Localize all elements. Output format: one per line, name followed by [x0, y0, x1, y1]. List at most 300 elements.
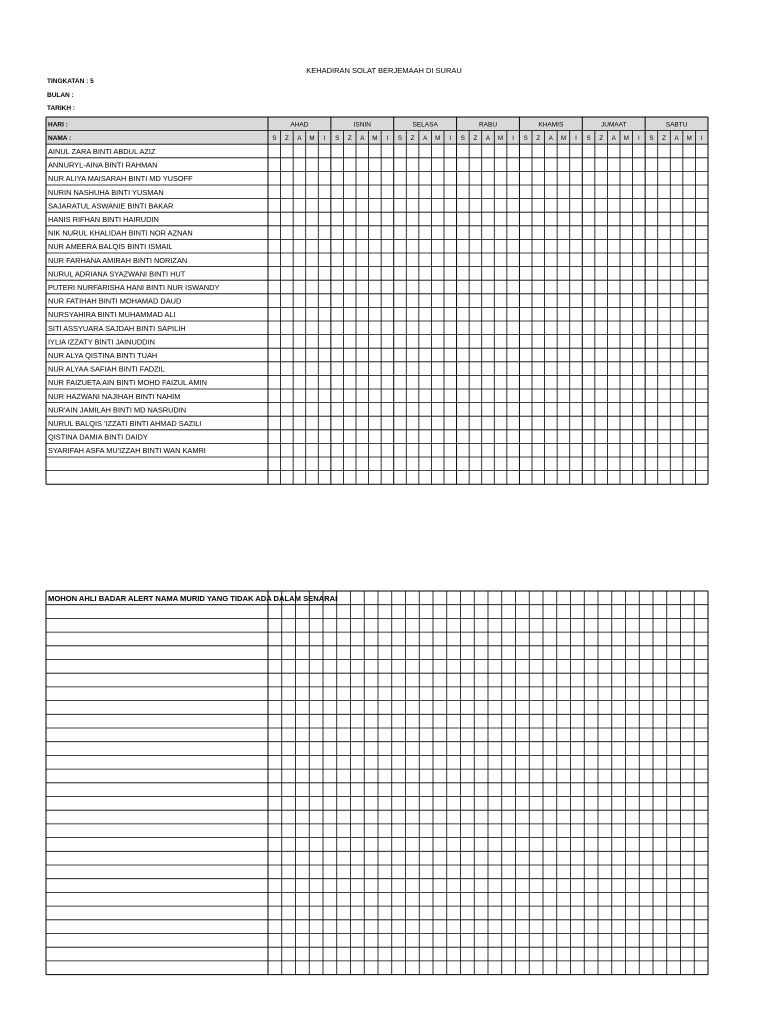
attendance-cell[interactable] — [482, 335, 494, 348]
attendance-cell[interactable] — [520, 199, 532, 212]
attendance-cell[interactable] — [281, 430, 293, 443]
extra-name-cell[interactable] — [47, 674, 268, 687]
attendance-cell[interactable] — [344, 471, 356, 484]
attendance-cell[interactable] — [269, 335, 281, 348]
attendance-cell[interactable] — [482, 199, 494, 212]
attendance-cell[interactable] — [344, 145, 356, 158]
attendance-cell[interactable] — [394, 349, 406, 362]
attendance-cell[interactable] — [495, 213, 507, 226]
attendance-cell[interactable] — [533, 430, 545, 443]
attendance-cell[interactable] — [658, 335, 670, 348]
attendance-cell[interactable] — [331, 458, 343, 471]
attendance-cell[interactable] — [306, 376, 318, 389]
attendance-cell[interactable] — [432, 158, 444, 171]
attendance-cell[interactable] — [633, 145, 645, 158]
attendance-cell[interactable] — [382, 390, 394, 403]
attendance-cell[interactable] — [570, 335, 582, 348]
attendance-cell[interactable] — [369, 403, 381, 416]
attendance-cell[interactable] — [344, 294, 356, 307]
attendance-cell[interactable] — [419, 417, 431, 430]
attendance-cell[interactable] — [319, 240, 331, 253]
attendance-cell[interactable] — [470, 254, 482, 267]
attendance-cell[interactable] — [482, 240, 494, 253]
attendance-cell[interactable] — [482, 390, 494, 403]
attendance-cell[interactable] — [671, 267, 683, 280]
attendance-cell[interactable] — [621, 267, 633, 280]
attendance-cell[interactable] — [457, 281, 469, 294]
attendance-cell[interactable] — [646, 444, 658, 457]
attendance-cell[interactable] — [658, 240, 670, 253]
attendance-cell[interactable] — [545, 444, 557, 457]
attendance-cell[interactable] — [608, 390, 620, 403]
attendance-cell[interactable] — [269, 376, 281, 389]
attendance-cell[interactable] — [558, 417, 570, 430]
attendance-cell[interactable] — [470, 362, 482, 375]
extra-name-cell[interactable] — [47, 934, 268, 947]
attendance-cell[interactable] — [344, 240, 356, 253]
attendance-cell[interactable] — [394, 403, 406, 416]
attendance-cell[interactable] — [558, 294, 570, 307]
attendance-cell[interactable] — [357, 213, 369, 226]
attendance-cell[interactable] — [583, 417, 595, 430]
attendance-cell[interactable] — [570, 240, 582, 253]
extra-name-cell[interactable] — [47, 893, 268, 906]
attendance-cell[interactable] — [281, 390, 293, 403]
attendance-cell[interactable] — [595, 199, 607, 212]
attendance-cell[interactable] — [507, 240, 519, 253]
attendance-cell[interactable] — [369, 322, 381, 335]
attendance-cell[interactable] — [319, 471, 331, 484]
attendance-cell[interactable] — [319, 254, 331, 267]
attendance-cell[interactable] — [281, 308, 293, 321]
attendance-cell[interactable] — [633, 308, 645, 321]
attendance-cell[interactable] — [646, 294, 658, 307]
attendance-cell[interactable] — [445, 322, 457, 335]
attendance-cell[interactable] — [470, 390, 482, 403]
attendance-cell[interactable] — [633, 172, 645, 185]
attendance-cell[interactable] — [545, 349, 557, 362]
attendance-cell[interactable] — [570, 172, 582, 185]
attendance-cell[interactable] — [369, 158, 381, 171]
attendance-cell[interactable] — [545, 376, 557, 389]
attendance-cell[interactable] — [520, 254, 532, 267]
attendance-cell[interactable] — [294, 213, 306, 226]
attendance-cell[interactable] — [683, 417, 695, 430]
attendance-cell[interactable] — [658, 444, 670, 457]
attendance-cell[interactable] — [683, 240, 695, 253]
attendance-cell[interactable] — [432, 267, 444, 280]
attendance-cell[interactable] — [507, 254, 519, 267]
attendance-cell[interactable] — [608, 145, 620, 158]
attendance-cell[interactable] — [419, 322, 431, 335]
attendance-cell[interactable] — [382, 471, 394, 484]
attendance-cell[interactable] — [331, 267, 343, 280]
attendance-cell[interactable] — [457, 172, 469, 185]
attendance-cell[interactable] — [357, 308, 369, 321]
attendance-cell[interactable] — [457, 362, 469, 375]
attendance-cell[interactable] — [482, 308, 494, 321]
attendance-cell[interactable] — [382, 172, 394, 185]
attendance-cell[interactable] — [646, 403, 658, 416]
attendance-cell[interactable] — [331, 322, 343, 335]
attendance-cell[interactable] — [608, 213, 620, 226]
attendance-cell[interactable] — [470, 267, 482, 280]
attendance-cell[interactable] — [357, 145, 369, 158]
attendance-cell[interactable] — [482, 458, 494, 471]
attendance-cell[interactable] — [608, 281, 620, 294]
attendance-cell[interactable] — [646, 267, 658, 280]
attendance-cell[interactable] — [570, 158, 582, 171]
extra-name-cell[interactable] — [47, 838, 268, 851]
extra-name-cell[interactable] — [47, 770, 268, 783]
attendance-cell[interactable] — [382, 403, 394, 416]
attendance-cell[interactable] — [583, 390, 595, 403]
attendance-cell[interactable] — [470, 458, 482, 471]
attendance-cell[interactable] — [394, 390, 406, 403]
attendance-cell[interactable] — [344, 349, 356, 362]
attendance-cell[interactable] — [445, 458, 457, 471]
attendance-cell[interactable] — [269, 240, 281, 253]
attendance-cell[interactable] — [407, 186, 419, 199]
attendance-cell[interactable] — [608, 471, 620, 484]
attendance-cell[interactable] — [658, 199, 670, 212]
attendance-cell[interactable] — [621, 226, 633, 239]
attendance-cell[interactable] — [331, 294, 343, 307]
attendance-cell[interactable] — [696, 226, 708, 239]
attendance-cell[interactable] — [382, 267, 394, 280]
attendance-cell[interactable] — [394, 226, 406, 239]
attendance-cell[interactable] — [306, 213, 318, 226]
attendance-cell[interactable] — [319, 226, 331, 239]
attendance-cell[interactable] — [357, 158, 369, 171]
attendance-cell[interactable] — [369, 186, 381, 199]
attendance-cell[interactable] — [432, 322, 444, 335]
attendance-cell[interactable] — [331, 281, 343, 294]
attendance-cell[interactable] — [495, 158, 507, 171]
attendance-cell[interactable] — [595, 417, 607, 430]
attendance-cell[interactable] — [369, 458, 381, 471]
attendance-cell[interactable] — [570, 267, 582, 280]
attendance-cell[interactable] — [306, 281, 318, 294]
attendance-cell[interactable] — [331, 403, 343, 416]
attendance-cell[interactable] — [570, 458, 582, 471]
extra-name-cell[interactable] — [47, 633, 268, 646]
attendance-cell[interactable] — [683, 349, 695, 362]
attendance-cell[interactable] — [394, 213, 406, 226]
attendance-cell[interactable] — [281, 213, 293, 226]
attendance-cell[interactable] — [683, 199, 695, 212]
attendance-cell[interactable] — [633, 417, 645, 430]
attendance-cell[interactable] — [658, 471, 670, 484]
attendance-cell[interactable] — [633, 294, 645, 307]
attendance-cell[interactable] — [545, 158, 557, 171]
attendance-cell[interactable] — [470, 430, 482, 443]
extra-name-cell[interactable] — [47, 687, 268, 700]
attendance-cell[interactable] — [357, 172, 369, 185]
attendance-cell[interactable] — [294, 403, 306, 416]
attendance-cell[interactable] — [545, 430, 557, 443]
attendance-cell[interactable] — [545, 335, 557, 348]
attendance-cell[interactable] — [445, 281, 457, 294]
attendance-cell[interactable] — [470, 240, 482, 253]
attendance-cell[interactable] — [583, 471, 595, 484]
attendance-cell[interactable] — [595, 376, 607, 389]
attendance-cell[interactable] — [407, 376, 419, 389]
attendance-cell[interactable] — [369, 294, 381, 307]
attendance-cell[interactable] — [608, 403, 620, 416]
attendance-cell[interactable] — [583, 322, 595, 335]
attendance-cell[interactable] — [646, 308, 658, 321]
attendance-cell[interactable] — [621, 240, 633, 253]
attendance-cell[interactable] — [357, 186, 369, 199]
attendance-cell[interactable] — [319, 349, 331, 362]
attendance-cell[interactable] — [507, 417, 519, 430]
attendance-cell[interactable] — [394, 376, 406, 389]
attendance-cell[interactable] — [269, 362, 281, 375]
attendance-cell[interactable] — [344, 172, 356, 185]
extra-name-cell[interactable] — [47, 701, 268, 714]
attendance-cell[interactable] — [432, 458, 444, 471]
attendance-cell[interactable] — [570, 308, 582, 321]
attendance-cell[interactable] — [595, 172, 607, 185]
attendance-cell[interactable] — [445, 226, 457, 239]
attendance-cell[interactable] — [281, 172, 293, 185]
attendance-cell[interactable] — [558, 281, 570, 294]
attendance-cell[interactable] — [331, 390, 343, 403]
attendance-cell[interactable] — [658, 349, 670, 362]
extra-name-cell[interactable] — [47, 797, 268, 810]
attendance-cell[interactable] — [583, 172, 595, 185]
attendance-cell[interactable] — [583, 240, 595, 253]
attendance-cell[interactable] — [595, 403, 607, 416]
attendance-cell[interactable] — [445, 267, 457, 280]
attendance-cell[interactable] — [608, 172, 620, 185]
attendance-cell[interactable] — [445, 376, 457, 389]
attendance-cell[interactable] — [558, 444, 570, 457]
attendance-cell[interactable] — [570, 403, 582, 416]
attendance-cell[interactable] — [419, 335, 431, 348]
attendance-cell[interactable] — [331, 172, 343, 185]
attendance-cell[interactable] — [432, 471, 444, 484]
attendance-cell[interactable] — [457, 403, 469, 416]
attendance-cell[interactable] — [394, 254, 406, 267]
attendance-cell[interactable] — [281, 417, 293, 430]
attendance-cell[interactable] — [482, 145, 494, 158]
attendance-cell[interactable] — [608, 240, 620, 253]
attendance-cell[interactable] — [633, 267, 645, 280]
attendance-cell[interactable] — [457, 254, 469, 267]
attendance-cell[interactable] — [394, 294, 406, 307]
attendance-cell[interactable] — [482, 158, 494, 171]
attendance-cell[interactable] — [319, 145, 331, 158]
attendance-cell[interactable] — [520, 226, 532, 239]
attendance-cell[interactable] — [407, 281, 419, 294]
attendance-cell[interactable] — [294, 240, 306, 253]
attendance-cell[interactable] — [445, 417, 457, 430]
attendance-cell[interactable] — [495, 458, 507, 471]
attendance-cell[interactable] — [533, 254, 545, 267]
attendance-cell[interactable] — [482, 213, 494, 226]
attendance-cell[interactable] — [382, 226, 394, 239]
attendance-cell[interactable] — [520, 417, 532, 430]
attendance-cell[interactable] — [658, 322, 670, 335]
attendance-cell[interactable] — [595, 308, 607, 321]
attendance-cell[interactable] — [696, 376, 708, 389]
attendance-cell[interactable] — [281, 294, 293, 307]
attendance-cell[interactable] — [608, 430, 620, 443]
attendance-cell[interactable] — [558, 349, 570, 362]
attendance-cell[interactable] — [294, 349, 306, 362]
attendance-cell[interactable] — [369, 145, 381, 158]
attendance-cell[interactable] — [621, 199, 633, 212]
attendance-cell[interactable] — [419, 240, 431, 253]
attendance-cell[interactable] — [269, 349, 281, 362]
attendance-cell[interactable] — [545, 322, 557, 335]
attendance-cell[interactable] — [369, 226, 381, 239]
attendance-cell[interactable] — [545, 213, 557, 226]
attendance-cell[interactable] — [583, 226, 595, 239]
attendance-cell[interactable] — [671, 444, 683, 457]
attendance-cell[interactable] — [558, 471, 570, 484]
attendance-cell[interactable] — [432, 390, 444, 403]
extra-name-cell[interactable] — [47, 605, 268, 618]
attendance-cell[interactable] — [533, 213, 545, 226]
attendance-cell[interactable] — [595, 458, 607, 471]
attendance-cell[interactable] — [319, 362, 331, 375]
attendance-cell[interactable] — [382, 158, 394, 171]
attendance-cell[interactable] — [419, 376, 431, 389]
attendance-cell[interactable] — [545, 267, 557, 280]
attendance-cell[interactable] — [520, 294, 532, 307]
attendance-cell[interactable] — [281, 403, 293, 416]
attendance-cell[interactable] — [344, 417, 356, 430]
attendance-cell[interactable] — [382, 281, 394, 294]
attendance-cell[interactable] — [583, 349, 595, 362]
attendance-cell[interactable] — [306, 390, 318, 403]
attendance-cell[interactable] — [470, 308, 482, 321]
attendance-cell[interactable] — [696, 172, 708, 185]
attendance-cell[interactable] — [419, 186, 431, 199]
attendance-cell[interactable] — [344, 322, 356, 335]
attendance-cell[interactable] — [457, 417, 469, 430]
attendance-cell[interactable] — [470, 335, 482, 348]
attendance-cell[interactable] — [595, 186, 607, 199]
attendance-cell[interactable] — [306, 145, 318, 158]
attendance-cell[interactable] — [520, 349, 532, 362]
attendance-cell[interactable] — [319, 267, 331, 280]
attendance-cell[interactable] — [595, 254, 607, 267]
attendance-cell[interactable] — [394, 335, 406, 348]
attendance-cell[interactable] — [520, 145, 532, 158]
attendance-cell[interactable] — [671, 240, 683, 253]
attendance-cell[interactable] — [457, 199, 469, 212]
attendance-cell[interactable] — [331, 376, 343, 389]
attendance-cell[interactable] — [419, 158, 431, 171]
attendance-cell[interactable] — [683, 281, 695, 294]
attendance-cell[interactable] — [696, 471, 708, 484]
attendance-cell[interactable] — [407, 213, 419, 226]
attendance-cell[interactable] — [608, 335, 620, 348]
attendance-cell[interactable] — [470, 145, 482, 158]
attendance-cell[interactable] — [369, 281, 381, 294]
attendance-cell[interactable] — [545, 172, 557, 185]
attendance-cell[interactable] — [294, 199, 306, 212]
attendance-cell[interactable] — [407, 349, 419, 362]
attendance-cell[interactable] — [570, 226, 582, 239]
attendance-cell[interactable] — [331, 213, 343, 226]
attendance-cell[interactable] — [419, 254, 431, 267]
extra-name-cell[interactable] — [47, 742, 268, 755]
attendance-cell[interactable] — [382, 376, 394, 389]
attendance-cell[interactable] — [281, 458, 293, 471]
attendance-cell[interactable] — [269, 390, 281, 403]
attendance-cell[interactable] — [545, 294, 557, 307]
attendance-cell[interactable] — [533, 471, 545, 484]
attendance-cell[interactable] — [269, 471, 281, 484]
attendance-cell[interactable] — [495, 226, 507, 239]
attendance-cell[interactable] — [658, 186, 670, 199]
attendance-cell[interactable] — [646, 430, 658, 443]
attendance-cell[interactable] — [331, 335, 343, 348]
attendance-cell[interactable] — [696, 254, 708, 267]
attendance-cell[interactable] — [369, 430, 381, 443]
attendance-cell[interactable] — [470, 403, 482, 416]
attendance-cell[interactable] — [495, 267, 507, 280]
attendance-cell[interactable] — [595, 444, 607, 457]
attendance-cell[interactable] — [608, 199, 620, 212]
attendance-cell[interactable] — [369, 349, 381, 362]
attendance-cell[interactable] — [495, 403, 507, 416]
attendance-cell[interactable] — [432, 362, 444, 375]
attendance-cell[interactable] — [583, 430, 595, 443]
attendance-cell[interactable] — [595, 294, 607, 307]
attendance-cell[interactable] — [294, 444, 306, 457]
attendance-cell[interactable] — [696, 158, 708, 171]
attendance-cell[interactable] — [306, 471, 318, 484]
attendance-cell[interactable] — [419, 458, 431, 471]
attendance-cell[interactable] — [281, 226, 293, 239]
attendance-cell[interactable] — [294, 254, 306, 267]
attendance-cell[interactable] — [445, 403, 457, 416]
attendance-cell[interactable] — [445, 240, 457, 253]
attendance-cell[interactable] — [507, 145, 519, 158]
attendance-cell[interactable] — [633, 186, 645, 199]
attendance-cell[interactable] — [281, 199, 293, 212]
attendance-cell[interactable] — [382, 417, 394, 430]
attendance-cell[interactable] — [558, 458, 570, 471]
attendance-cell[interactable] — [621, 417, 633, 430]
attendance-cell[interactable] — [407, 145, 419, 158]
attendance-cell[interactable] — [621, 430, 633, 443]
attendance-cell[interactable] — [357, 199, 369, 212]
attendance-cell[interactable] — [658, 213, 670, 226]
attendance-cell[interactable] — [683, 267, 695, 280]
attendance-cell[interactable] — [369, 362, 381, 375]
attendance-cell[interactable] — [294, 226, 306, 239]
attendance-cell[interactable] — [432, 349, 444, 362]
attendance-cell[interactable] — [445, 471, 457, 484]
attendance-cell[interactable] — [595, 430, 607, 443]
attendance-cell[interactable] — [507, 281, 519, 294]
attendance-cell[interactable] — [558, 199, 570, 212]
attendance-cell[interactable] — [646, 417, 658, 430]
attendance-cell[interactable] — [633, 430, 645, 443]
attendance-cell[interactable] — [294, 281, 306, 294]
attendance-cell[interactable] — [457, 335, 469, 348]
attendance-cell[interactable] — [407, 335, 419, 348]
attendance-cell[interactable] — [621, 294, 633, 307]
attendance-cell[interactable] — [545, 458, 557, 471]
